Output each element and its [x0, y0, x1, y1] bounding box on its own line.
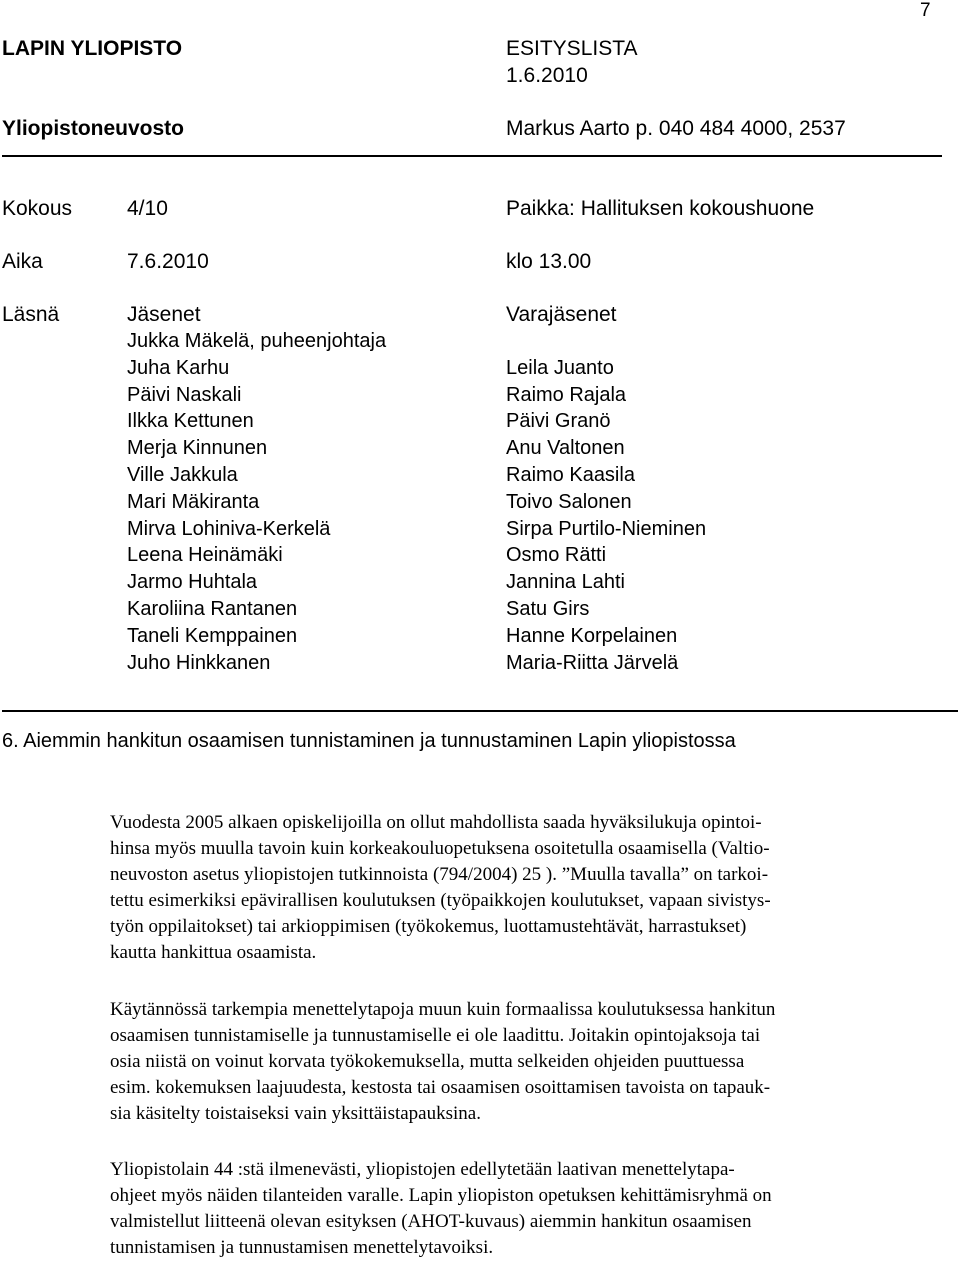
deputy-name: Maria-Riitta Järvelä	[506, 651, 679, 674]
deputy-name	[506, 328, 706, 355]
aika-label: Aika	[2, 250, 43, 273]
deputy-name: Jannina Lahti	[506, 571, 625, 594]
meeting-time: klo 13.00	[506, 250, 592, 273]
deputy-name: Anu Valtonen	[506, 437, 625, 460]
deputy-name: Hanne Korpelainen	[506, 624, 678, 647]
paragraph-line: tunnistamisen ja tunnustamisen menettelytavoiksi.	[110, 1237, 494, 1258]
document-date: 1.6.2010	[506, 64, 588, 87]
member-name: Ilkka Kettunen	[127, 410, 254, 433]
paragraph-3	[110, 1157, 928, 1261]
paragraph-line: esim. kokemuksen laajuudesta, kestosta tai osaamisen osoittamisen tavoista on tapauk-	[110, 1077, 771, 1098]
member-name: Taneli Kemppainen	[127, 624, 298, 647]
kokous-label: Kokous	[2, 197, 73, 220]
deputy-name: Päivi Granö	[506, 410, 611, 433]
member-name: Jarmo Huhtala	[127, 571, 258, 594]
member-name: Mari Mäkiranta	[127, 490, 260, 513]
paragraph-line: Vuodesta 2005 alkaen opiskelijoilla on ollut mahdollista saada hyväksilukuja opintoi-	[110, 812, 762, 833]
paragraph-line: tettu esimerkiksi epävirallisen koulutuksen (työpaikkojen koulutukset, vapaan sivistys-	[110, 890, 771, 911]
deputies-list	[506, 328, 706, 676]
deputy-name: Leila Juanto	[506, 356, 614, 379]
paragraph-line: osaamisen tunnistamiselle ja tunnustamiselle ei ole laadittu. Joitakin opintojaksoja tai	[110, 1025, 761, 1046]
deputy-name: Toivo Salonen	[506, 490, 632, 513]
section-title: 6. Aiemmin hankitun osaamisen tunnistaminen ja tunnustaminen Lapin yliopistossa	[2, 730, 736, 752]
member-name: Juho Hinkkanen	[127, 651, 271, 674]
member-name: Ville Jakkula	[127, 463, 238, 486]
member-name: Juha Karhu	[127, 356, 230, 379]
paragraph-line: Käytännössä tarkempia menettelytapoja muun kuin formaalissa koulutuksessa hankitun	[110, 999, 776, 1020]
paragraph-line: Yliopistolain 44 :stä ilmenevästi, yliopistojen edellytetään laativan menettelytapa-	[110, 1159, 735, 1180]
paragraph-line: neuvoston asetus yliopistojen tutkinnoista (794/2004) 25 ). ”Muulla tavalla” on tarkoi-	[110, 864, 769, 885]
member-name: Leena Heinämäki	[127, 544, 283, 567]
deputy-name: Raimo Rajala	[506, 383, 627, 406]
deputy-name: Raimo Kaasila	[506, 463, 635, 486]
member-name: Karoliina Rantanen	[127, 597, 298, 620]
member-name: Mirva Lohiniva-Kerkelä	[127, 517, 331, 540]
members-list	[127, 328, 386, 676]
kokous-value: 4/10	[127, 197, 168, 220]
aika-value: 7.6.2010	[127, 250, 209, 273]
members-header: Jäsenet	[127, 303, 201, 326]
paragraph-line: sia käsitelty toistaiseksi vain yksittäistapauksina.	[110, 1103, 481, 1124]
paragraph-2	[110, 997, 928, 1127]
member-name: Päivi Naskali	[127, 383, 242, 406]
paragraph-line: kautta hankittua osaamista.	[110, 942, 317, 963]
section-divider	[2, 710, 958, 712]
paragraph-line: hinsa myös muulla tavoin kuin korkeakouluopetuksena osoitetulla osaamisella (Valtio-	[110, 838, 770, 859]
paragraph-line: työn oppilaitokset) tai arkioppimisen (työkokemus, luottamustehtävät, harrastukset)	[110, 916, 747, 937]
member-name: Jukka Mäkelä, puheenjohtaja	[127, 330, 387, 352]
paragraph-line: valmistellut liitteenä olevan esityksen (AHOT-kuvaus) aiemmin hankitun osaamisen	[110, 1211, 752, 1232]
deputy-name: Osmo Rätti	[506, 544, 607, 567]
paragraph-1	[110, 810, 928, 966]
organization-name: LAPIN YLIOPISTO	[2, 37, 183, 60]
page-number: 7	[920, 0, 931, 21]
lasna-label: Läsnä	[2, 303, 60, 326]
paragraph-line: osia niistä on voinut korvata työkokemuksella, mutta selkeiden ohjeiden puuttuessa	[110, 1051, 745, 1072]
governing-body: Yliopistoneuvosto	[2, 117, 185, 140]
meeting-place: Paikka: Hallituksen kokoushuone	[506, 197, 815, 220]
deputy-name: Satu Girs	[506, 597, 590, 620]
header-divider	[2, 155, 942, 157]
deputies-header: Varajäsenet	[506, 303, 617, 326]
contact-info: Markus Aarto p. 040 484 4000, 2537	[506, 117, 846, 140]
member-name: Merja Kinnunen	[127, 437, 268, 460]
paragraph-line: ohjeet myös näiden tilanteiden varalle. Lapin yliopiston opetuksen kehittämisryhmä on	[110, 1185, 772, 1206]
document-type: ESITYSLISTA	[506, 37, 638, 60]
deputy-name: Sirpa Purtilo-Nieminen	[506, 517, 707, 540]
